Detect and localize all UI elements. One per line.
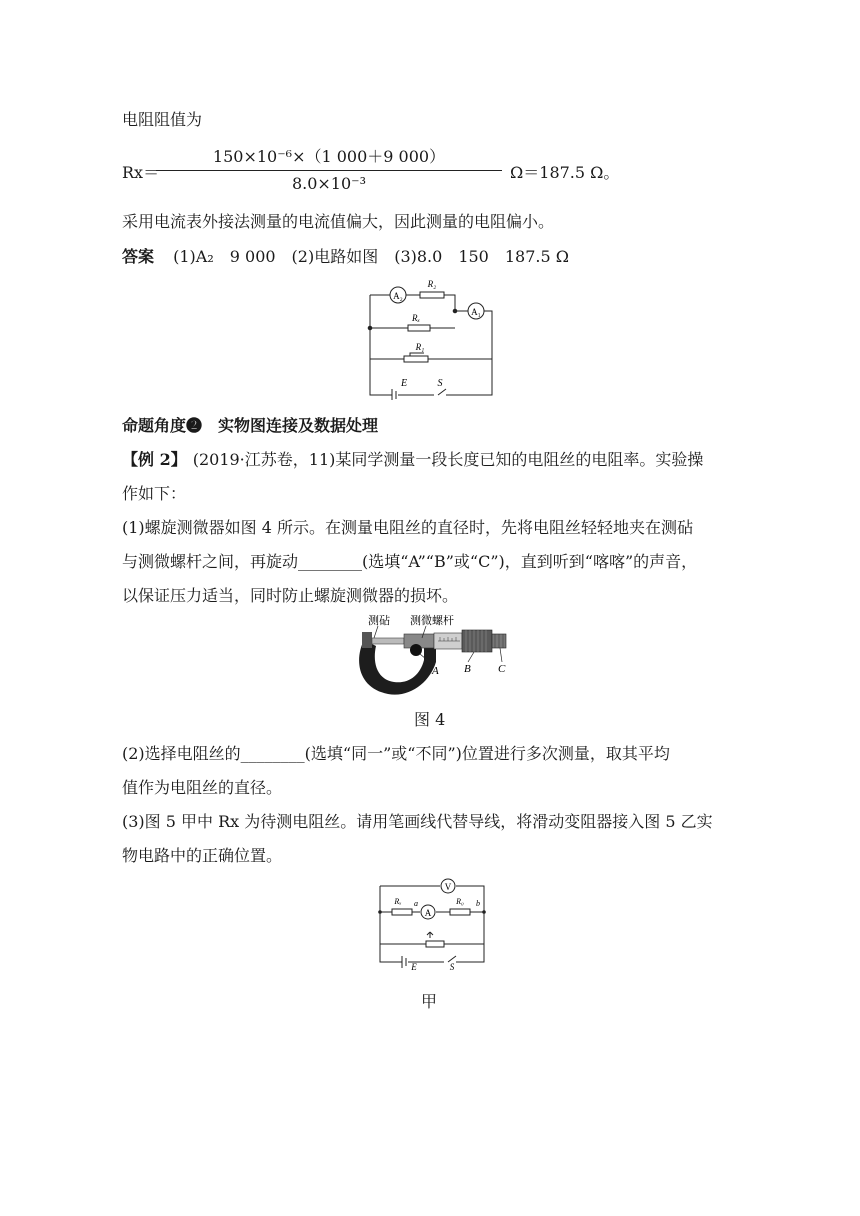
s-label-2: S xyxy=(449,962,455,970)
label-a: A xyxy=(432,665,439,677)
q3-line-2: 物电路中的正确位置。 xyxy=(122,846,283,865)
ammeter xyxy=(421,905,435,919)
q1-line-2: 与测微螺杆之间，再旋动________(选填“A”“B”或“C”)，直到听到“喀喀”的声音， xyxy=(122,552,698,571)
v-label: V xyxy=(444,882,452,892)
answer-line xyxy=(122,245,569,269)
r1-label: R₁ xyxy=(415,342,425,352)
resistor-r0 xyxy=(450,909,470,915)
q1-line-3: 以保证压力适当，同时防止螺旋测微器的损坏。 xyxy=(122,586,459,605)
topic-title: 命题角度❷ 实物图连接及数据处理 xyxy=(122,416,379,435)
resistance-formula xyxy=(122,146,682,196)
micrometer-figure xyxy=(350,610,520,700)
figure-5-jia-caption: 甲 xyxy=(421,992,438,1011)
anvil-label: 测砧 xyxy=(368,615,390,627)
resistance-intro: 电阻阻值为 xyxy=(122,110,203,129)
answer-body: (1)A₂ 9 000 (2)电路如图 (3)8.0 150 187.5 Ω xyxy=(173,247,570,266)
voltmeter xyxy=(441,879,455,893)
r0-label: R₀ xyxy=(456,897,464,906)
example-source: (2019·江苏卷，11) xyxy=(192,450,336,469)
rx-label: Rₓ xyxy=(411,313,421,323)
spindle-label: 测微螺杆 xyxy=(410,615,454,627)
a2-label: A₂ xyxy=(393,291,403,301)
label-c: C xyxy=(498,663,506,675)
rx-label-2: Rₓ xyxy=(394,897,402,906)
resistor-rx-2 xyxy=(392,909,412,915)
figure-4-caption: 图 4 xyxy=(414,710,446,729)
node-b-label: b xyxy=(476,899,480,908)
resistor-r2 xyxy=(420,292,444,298)
example-intro: 某同学测量一段长度已知的电阻丝的电阻率。实验操 xyxy=(335,450,704,469)
s-label: S xyxy=(437,378,443,389)
e-label: E xyxy=(400,378,408,389)
q3-line-1: (3)图 5 甲中 Rx 为待测电阻丝。请用笔画线代替导线，将滑动变阻器接入图 5 乙实 xyxy=(122,812,713,831)
rheostat xyxy=(426,941,444,947)
label-b: B xyxy=(464,663,471,675)
topic-heading xyxy=(122,414,378,438)
ammeter-label: A xyxy=(424,908,432,918)
formula-fraction xyxy=(156,146,502,195)
ammeter-a2 xyxy=(390,287,406,303)
node-a-label: a xyxy=(414,899,418,908)
q1-line-1: (1)螺旋测微器如图 4 所示。在测量电阻丝的直径时，先将电阻丝轻轻地夹在测砧 xyxy=(122,518,694,537)
answer-circuit-diagram xyxy=(360,275,500,400)
example-line-2: 作如下： xyxy=(122,484,187,503)
ammeter-a1 xyxy=(468,303,484,319)
q2-line-1: (2)选择电阻丝的________(选填“同一”或“不同”)位置进行多次测量，取其平均 xyxy=(122,744,670,763)
example-tag: 【例 2】 xyxy=(122,450,187,469)
formula-lhs: Rx＝ xyxy=(122,163,160,182)
rheostat-r1 xyxy=(404,356,428,362)
formula-denominator: 8.0×10⁻³ xyxy=(291,174,367,193)
formula-rhs: Ω＝187.5 Ω。 xyxy=(510,163,620,182)
a1-label: A₁ xyxy=(471,307,481,317)
resistor-rx xyxy=(408,325,430,331)
formula-numerator: 150×10⁻⁶×（1 000＋9 000） xyxy=(212,147,446,166)
figure-5-circuit-jia xyxy=(370,876,494,970)
fraction-bar xyxy=(156,170,502,171)
answer-label: 答案 xyxy=(122,247,155,266)
q2-line-2: 值作为电阻丝的直径。 xyxy=(122,778,283,797)
e-label-2: E xyxy=(411,962,417,970)
explanation-text: 采用电流表外接法测量的电流值偏大，因此测量的电阻偏小。 xyxy=(122,212,555,231)
example-line-1 xyxy=(122,448,703,472)
r2-label: R₂ xyxy=(427,279,437,289)
